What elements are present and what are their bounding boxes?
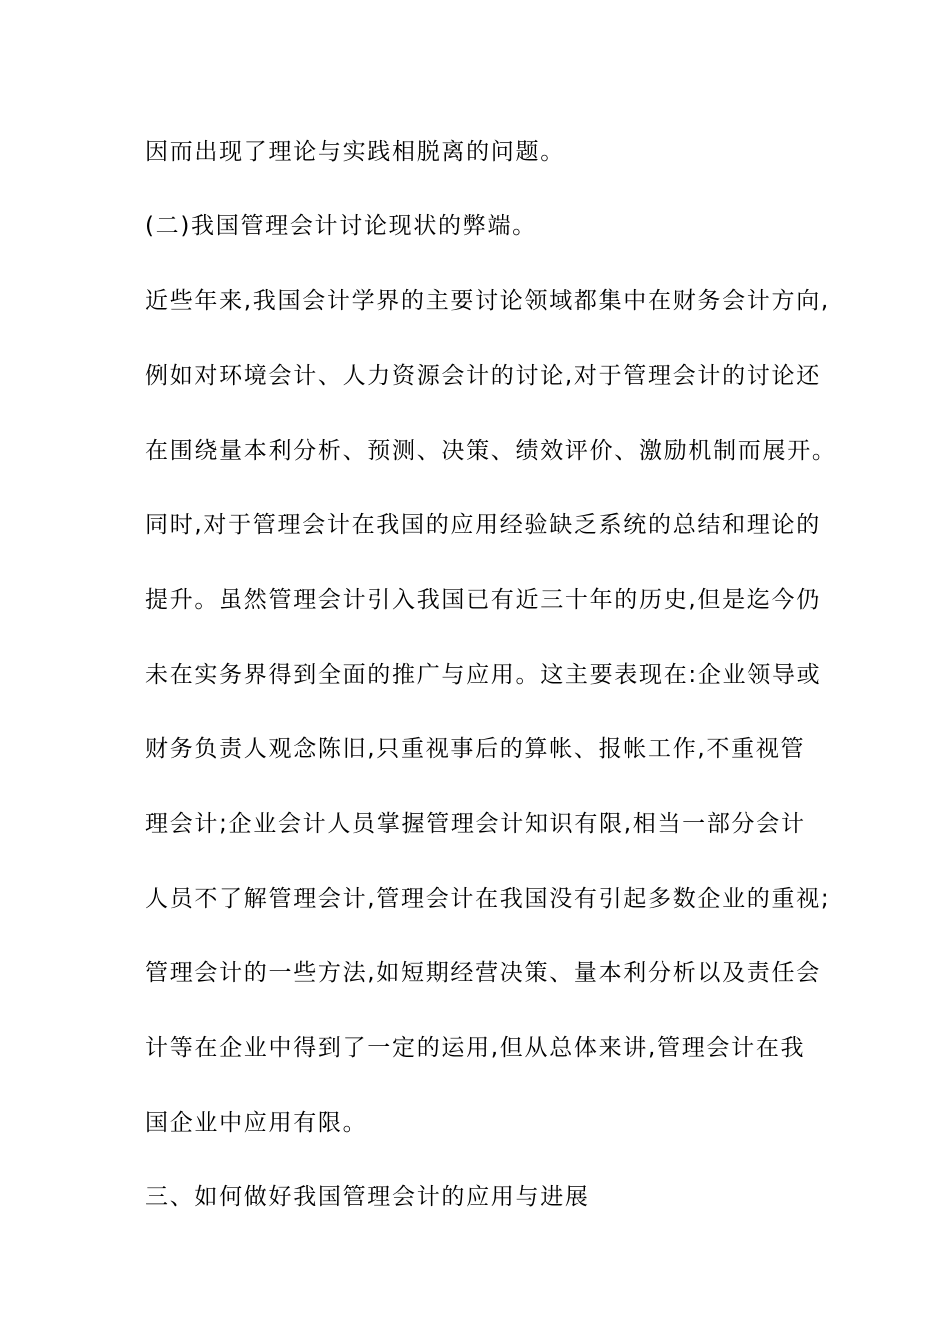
text-line: 近些年来,我国会计学界的主要讨论领域都集中在财务会计方向, (145, 288, 830, 314)
text-line: 人员不了解管理会计,管理会计在我国没有引起多数企业的重视; (145, 886, 831, 912)
text-line: 未在实务界得到全面的推广与应用。这主要表现在:企业领导或 (145, 662, 822, 688)
section-heading: (二)我国管理会计讨论现状的弊端。 (145, 213, 537, 239)
text-line: 财务负责人观念陈旧,只重视事后的算帐、报帐工作,不重视管 (145, 736, 806, 762)
text-line: 计等在企业中得到了一定的运用,但从总体来讲,管理会计在我 (145, 1035, 806, 1061)
text-line: 同时,对于管理会计在我国的应用经验缺乏系统的总结和理论的 (145, 512, 821, 538)
text-line: 例如对环境会计、人力资源会计的讨论,对于管理会计的讨论还 (145, 363, 821, 389)
text-line: 提升。虽然管理会计引入我国已有近三十年的历史,但是迄今仍 (145, 587, 821, 613)
text-line: 理会计;企业会计人员掌握管理会计知识有限,相当一部分会计 (145, 811, 806, 837)
section-heading: 三、如何做好我国管理会计的应用与进展 (145, 1184, 590, 1210)
text-line: 国企业中应用有限。 (145, 1110, 368, 1136)
text-line: 在围绕量本利分析、预测、决策、绩效评价、激励机制而展开。 (145, 438, 837, 464)
text-line: 因而出现了理论与实践相脱离的问题。 (145, 139, 565, 165)
text-line: 管理会计的一些方法,如短期经营决策、量本利分析以及责任会 (145, 960, 821, 986)
